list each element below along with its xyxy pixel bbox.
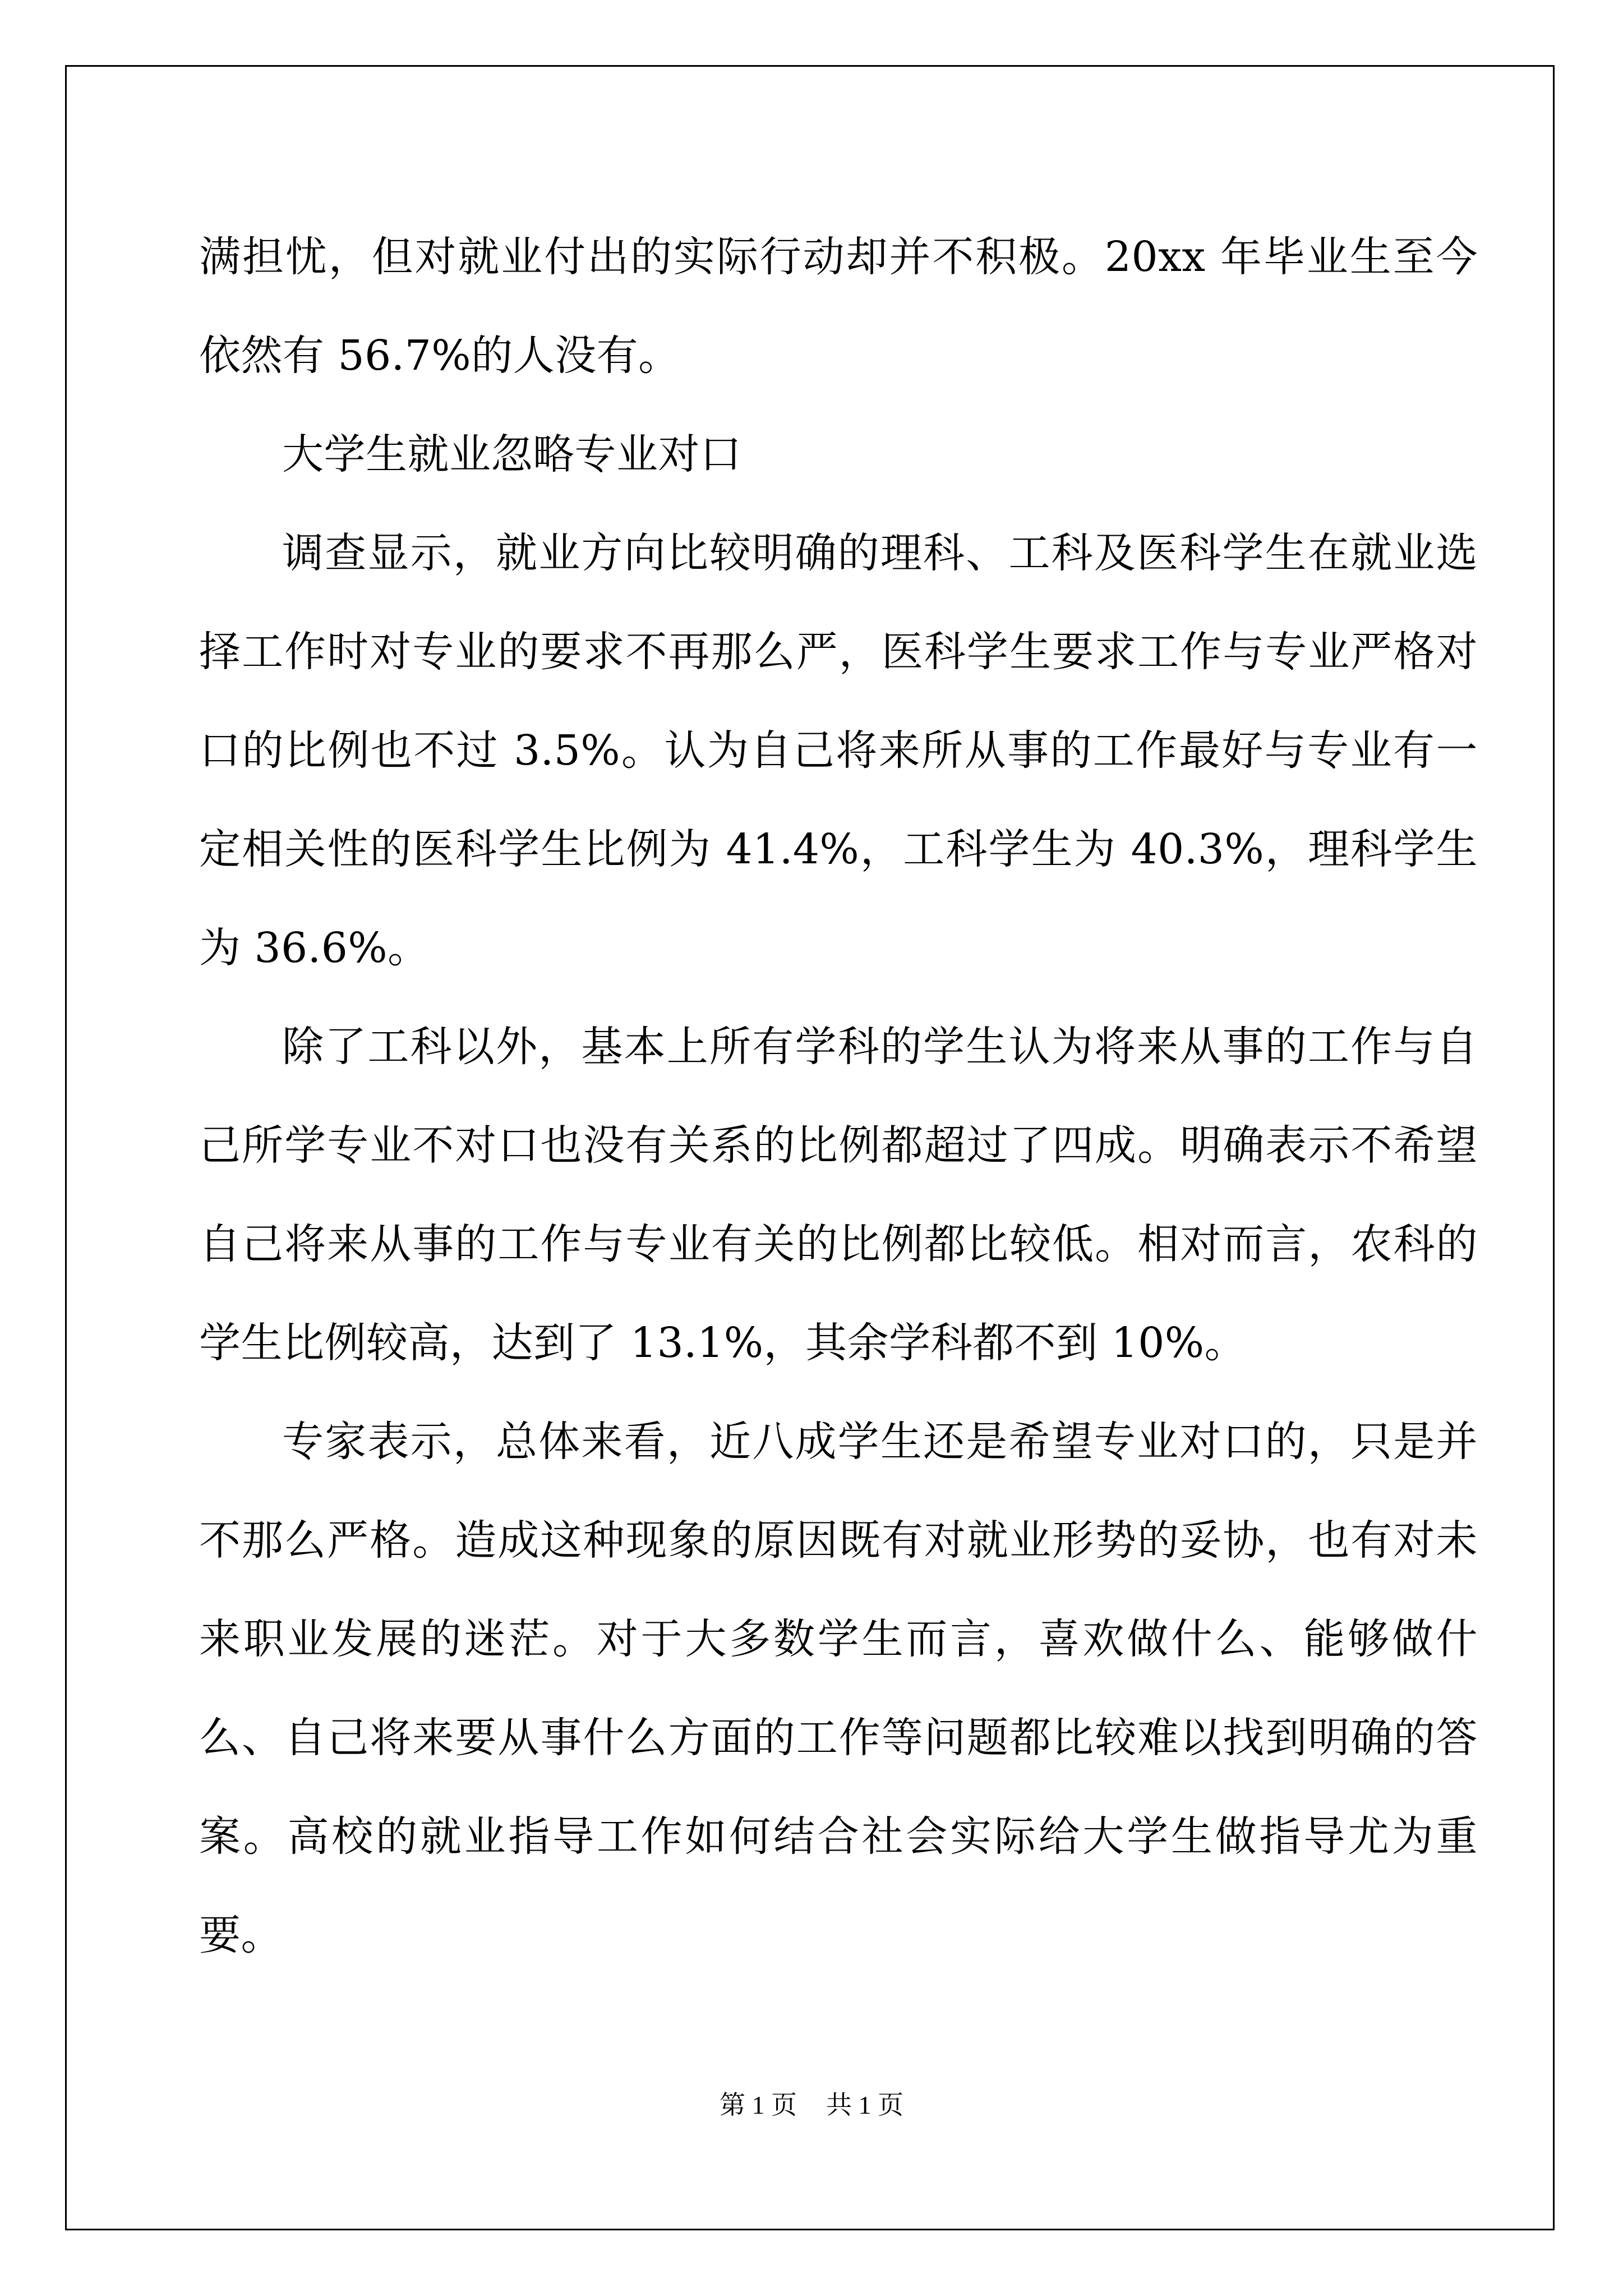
document-body [199,208,1478,1985]
paragraph-expert-opinion: 专家表示，总体来看，近八成学生还是希望专业对口的，只是并不那么严格。造成这种现象的原因既有对就业形势的妥协，也有对未来职业发展的迷茫。对于大多数学生而言，喜欢做什么、能够做什么、自己将来要从事什么方面的工作等问题都比较难以找到明确的答案。高校的就业指导工作如何结合社会实际给大学生做指导尤为重要。 [199,1418,1478,1959]
page-number-total: 共 1 页 [826,2091,903,2119]
section-heading: 大学生就业忽略专业对口 [282,430,742,478]
page-footer [0,2085,1623,2122]
paragraph-survey-results: 调查显示，就业方向比较明确的理科、工科及医科学生在就业选择工作时对专业的要求不再那么严，医科学生要求工作与专业严格对口的比例也不过 3.5%。认为自己将来所从事的工作最好与专业有一定相关性的医科学生比例为 41.4%，工科学生为 40.3%，理科学生为 36.6%。 [199,529,1478,972]
page-number-current: 第 1 页 [720,2091,797,2119]
paragraph-major-mismatch: 除了工科以外，基本上所有学科的学生认为将来从事的工作与自己所学专业不对口也没有关系的比例都超过了四成。明确表示不希望自己将来从事的工作与专业有关的比例都比较低。相对而言，农科的学生比例较高，达到了 13.1%，其余学科都不到 10%。 [199,1023,1478,1367]
paragraph-continuation: 满担忧，但对就业付出的实际行动却并不积极。20xx 年毕业生至今依然有 56.7%的人没有。 [199,233,1478,380]
